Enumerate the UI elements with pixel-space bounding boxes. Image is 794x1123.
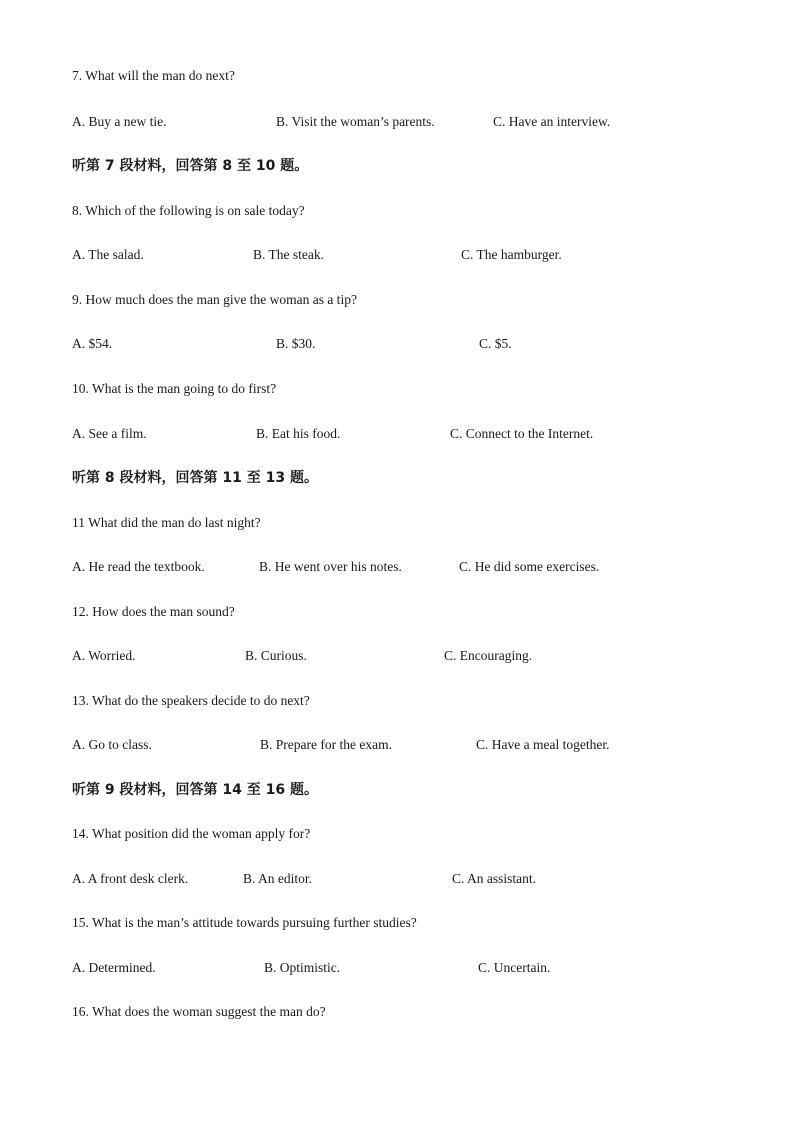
section-heading-7: 听第 7 段材料，回答第 8 至 10 题。	[72, 158, 309, 174]
q8-option-c: C. The hamburger.	[461, 247, 562, 262]
q8-option-a: A. The salad.	[72, 247, 144, 262]
q10-option-c: C. Connect to the Internet.	[450, 426, 594, 441]
question-10: 10. What is the man going to do first?	[72, 381, 277, 396]
q11-option-b: B. He went over his notes.	[259, 559, 402, 574]
question-7: 7. What will the man do next?	[72, 68, 235, 83]
question-12: 12. How does the man sound?	[72, 604, 235, 619]
q14-option-c: C. An assistant.	[452, 871, 537, 886]
q12-option-b: B. Curious.	[245, 648, 307, 663]
question-15: 15. What is the man’s attitude towards pursuing further studies?	[72, 915, 417, 930]
q7-option-c: C. Have an interview.	[493, 114, 611, 129]
q15-option-c: C. Uncertain.	[478, 960, 551, 975]
q12-option-c: C. Encouraging.	[444, 648, 533, 663]
q7-option-b: B. Visit the woman’s parents.	[276, 114, 435, 129]
q10-option-a: A. See a film.	[72, 426, 147, 441]
q13-option-c: C. Have a meal together.	[476, 737, 610, 752]
q11-option-a: A. He read the textbook.	[72, 559, 205, 574]
question-16: 16. What does the woman suggest the man do?	[72, 1004, 326, 1019]
q13-option-b: B. Prepare for the exam.	[260, 737, 392, 752]
q15-option-a: A. Determined.	[72, 960, 156, 975]
q7-option-a: A. Buy a new tie.	[72, 114, 167, 129]
q8-option-b: B. The steak.	[253, 247, 324, 262]
question-13: 13. What do the speakers decide to do next?	[72, 693, 310, 708]
q9-option-a: A. $54.	[72, 336, 113, 351]
q11-option-c: C. He did some exercises.	[459, 559, 600, 574]
q9-option-b: B. $30.	[276, 336, 316, 351]
q13-option-a: A. Go to class.	[72, 737, 152, 752]
question-8: 8. Which of the following is on sale today?	[72, 203, 305, 218]
question-9: 9. How much does the man give the woman as a tip?	[72, 292, 357, 307]
q9-option-c: C. $5.	[479, 336, 512, 351]
q14-option-b: B. An editor.	[243, 871, 313, 886]
section-heading-9: 听第 9 段材料，回答第 14 至 16 题。	[72, 782, 318, 798]
q10-option-b: B. Eat his food.	[256, 426, 341, 441]
q14-option-a: A. A front desk clerk.	[72, 871, 189, 886]
question-11: 11 What did the man do last night?	[72, 515, 261, 530]
section-heading-8: 听第 8 段材料，回答第 11 至 13 题。	[72, 470, 318, 486]
q15-option-b: B. Optimistic.	[264, 960, 341, 975]
question-14: 14. What position did the woman apply for?	[72, 826, 311, 841]
q12-option-a: A. Worried.	[72, 648, 136, 663]
